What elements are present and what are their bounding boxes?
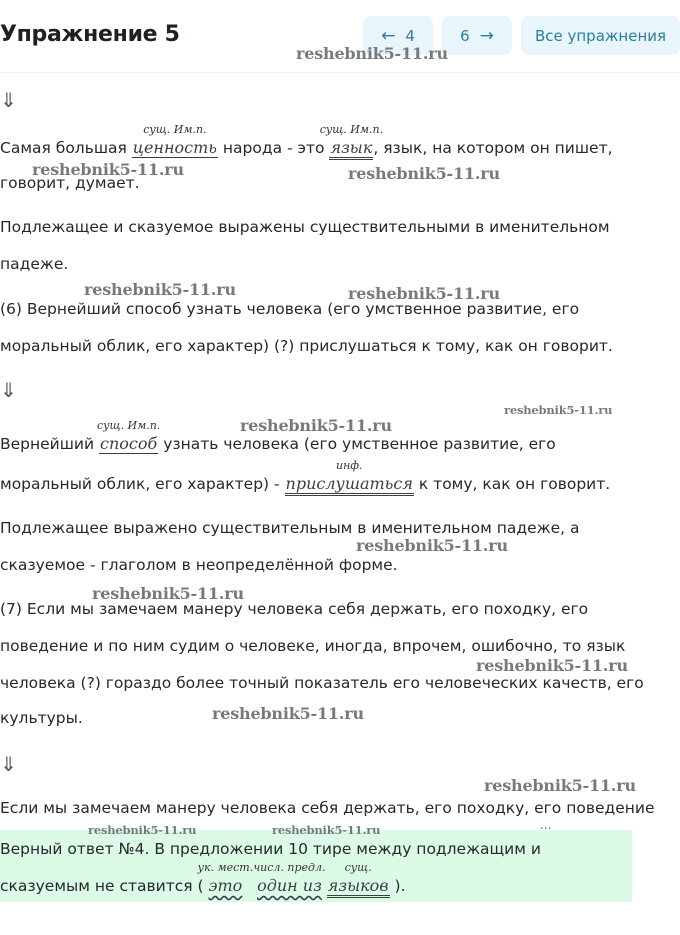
watermark: reshebnik5-11.ru: [240, 416, 392, 435]
arrow-right-icon: →: [479, 25, 494, 46]
text-fragment: сказуемым не ставится (: [0, 877, 209, 895]
text-fragment: моральный облик, его характер) -: [0, 475, 285, 493]
sentence-line: говорит, думает.: [0, 174, 140, 192]
explanation-line: Подлежащее и сказуемое выражены существительными в именительном: [0, 218, 610, 236]
annotated-word: [96, 419, 161, 453]
watermark: reshebnik5-11.ru: [88, 823, 197, 837]
question-line: человека (?) гораздо более точный показатель его человеческих качеств, его: [0, 674, 644, 692]
watermark: reshebnik5-11.ru: [504, 403, 613, 417]
numeral-word: один из: [257, 876, 322, 895]
annotated-word: [285, 459, 414, 493]
watermark: reshebnik5-11.ru: [212, 704, 364, 723]
subject-word: ценность: [132, 138, 217, 157]
text-fragment: народа - это: [217, 139, 330, 157]
watermark: reshebnik5-11.ru: [356, 536, 508, 555]
pronoun-word: это: [208, 876, 243, 895]
text-fragment: узнать человека (его умственное развитие, его: [158, 435, 556, 453]
down-arrow-icon: ⇓: [0, 378, 17, 402]
annotated-word: [132, 123, 218, 157]
watermark: reshebnik5-11.ru: [476, 656, 628, 675]
annotated-word: [197, 861, 254, 895]
question-line: (7) Если мы замечаем манеру человека себя держать, его походку, его: [0, 600, 589, 618]
predicate-word: прислушаться: [285, 474, 414, 496]
all-exercises-button[interactable]: Все упражнения: [521, 16, 680, 55]
question-line: моральный облик, его характер) (?) прислушаться к тому, как он говорит.: [0, 337, 613, 355]
down-arrow-icon: ⇓: [0, 88, 17, 112]
down-arrow-icon: ⇓: [0, 752, 17, 776]
annotated-word: [327, 861, 390, 895]
watermark: reshebnik5-11.ru: [348, 164, 500, 183]
grammar-label: сущ. Им.п.: [143, 123, 207, 136]
question-line: (6) Вернейший способ узнать человека (его умственное развитие, его: [0, 300, 580, 318]
answer-line: Верный ответ №4. В предложении 10 тире между подлежащим и: [0, 840, 541, 858]
grammar-label: сущ.: [344, 861, 372, 874]
watermark: reshebnik5-11.ru: [348, 284, 500, 303]
grammar-label: числ. предл.: [253, 861, 326, 874]
stray-mark: ...: [540, 818, 552, 832]
text-fragment: к тому, как он говорит.: [413, 475, 611, 493]
predicate-word: язык: [329, 138, 373, 160]
explanation-line: Подлежащее выражено существительным в именительном падеже, а: [0, 519, 580, 537]
text-fragment: , язык, на котором он пишет,: [373, 139, 613, 157]
text-fragment: ).: [389, 877, 406, 895]
explanation-line: сказуемое - глаголом в неопределённой форме.: [0, 556, 398, 574]
subject-word: способ: [100, 434, 158, 453]
grammar-label: ук. мест.: [197, 861, 254, 874]
next-exercise-label: 6: [460, 26, 470, 45]
text-fragment: Самая большая: [0, 139, 132, 157]
grammar-label: сущ. Им.п.: [319, 123, 384, 136]
watermark: reshebnik5-11.ru: [296, 44, 448, 63]
watermark: reshebnik5-11.ru: [484, 776, 636, 795]
sentence-line: [0, 459, 611, 493]
explanation-line: падеже.: [0, 255, 69, 273]
noun-word: языков: [327, 876, 390, 898]
answer-line: [0, 861, 406, 895]
watermark: reshebnik5-11.ru: [84, 280, 236, 299]
text-fragment: Вернейший: [0, 435, 100, 453]
annotated-word: [253, 861, 326, 895]
question-line: поведение и по ним судим о человеке, иногда, впрочем, ошибочно, то язык: [0, 637, 626, 655]
watermark: reshebnik5-11.ru: [92, 584, 244, 603]
question-line: культуры.: [0, 709, 83, 727]
watermark: reshebnik5-11.ru: [32, 160, 184, 179]
next-exercise-button[interactable]: [442, 16, 512, 55]
annotated-word: [319, 123, 384, 157]
grammar-label: инф.: [336, 459, 363, 472]
watermark: reshebnik5-11.ru: [272, 823, 381, 837]
page-title: Упражнение 5: [0, 22, 180, 47]
arrow-left-icon: ←: [381, 25, 396, 46]
sentence-line: Если мы замечаем манеру человека себя держать, его походку, его поведение: [0, 799, 655, 817]
sentence-line: [0, 123, 613, 157]
grammar-label: сущ. Им.п.: [96, 419, 161, 432]
prev-exercise-label: 4: [405, 26, 415, 45]
